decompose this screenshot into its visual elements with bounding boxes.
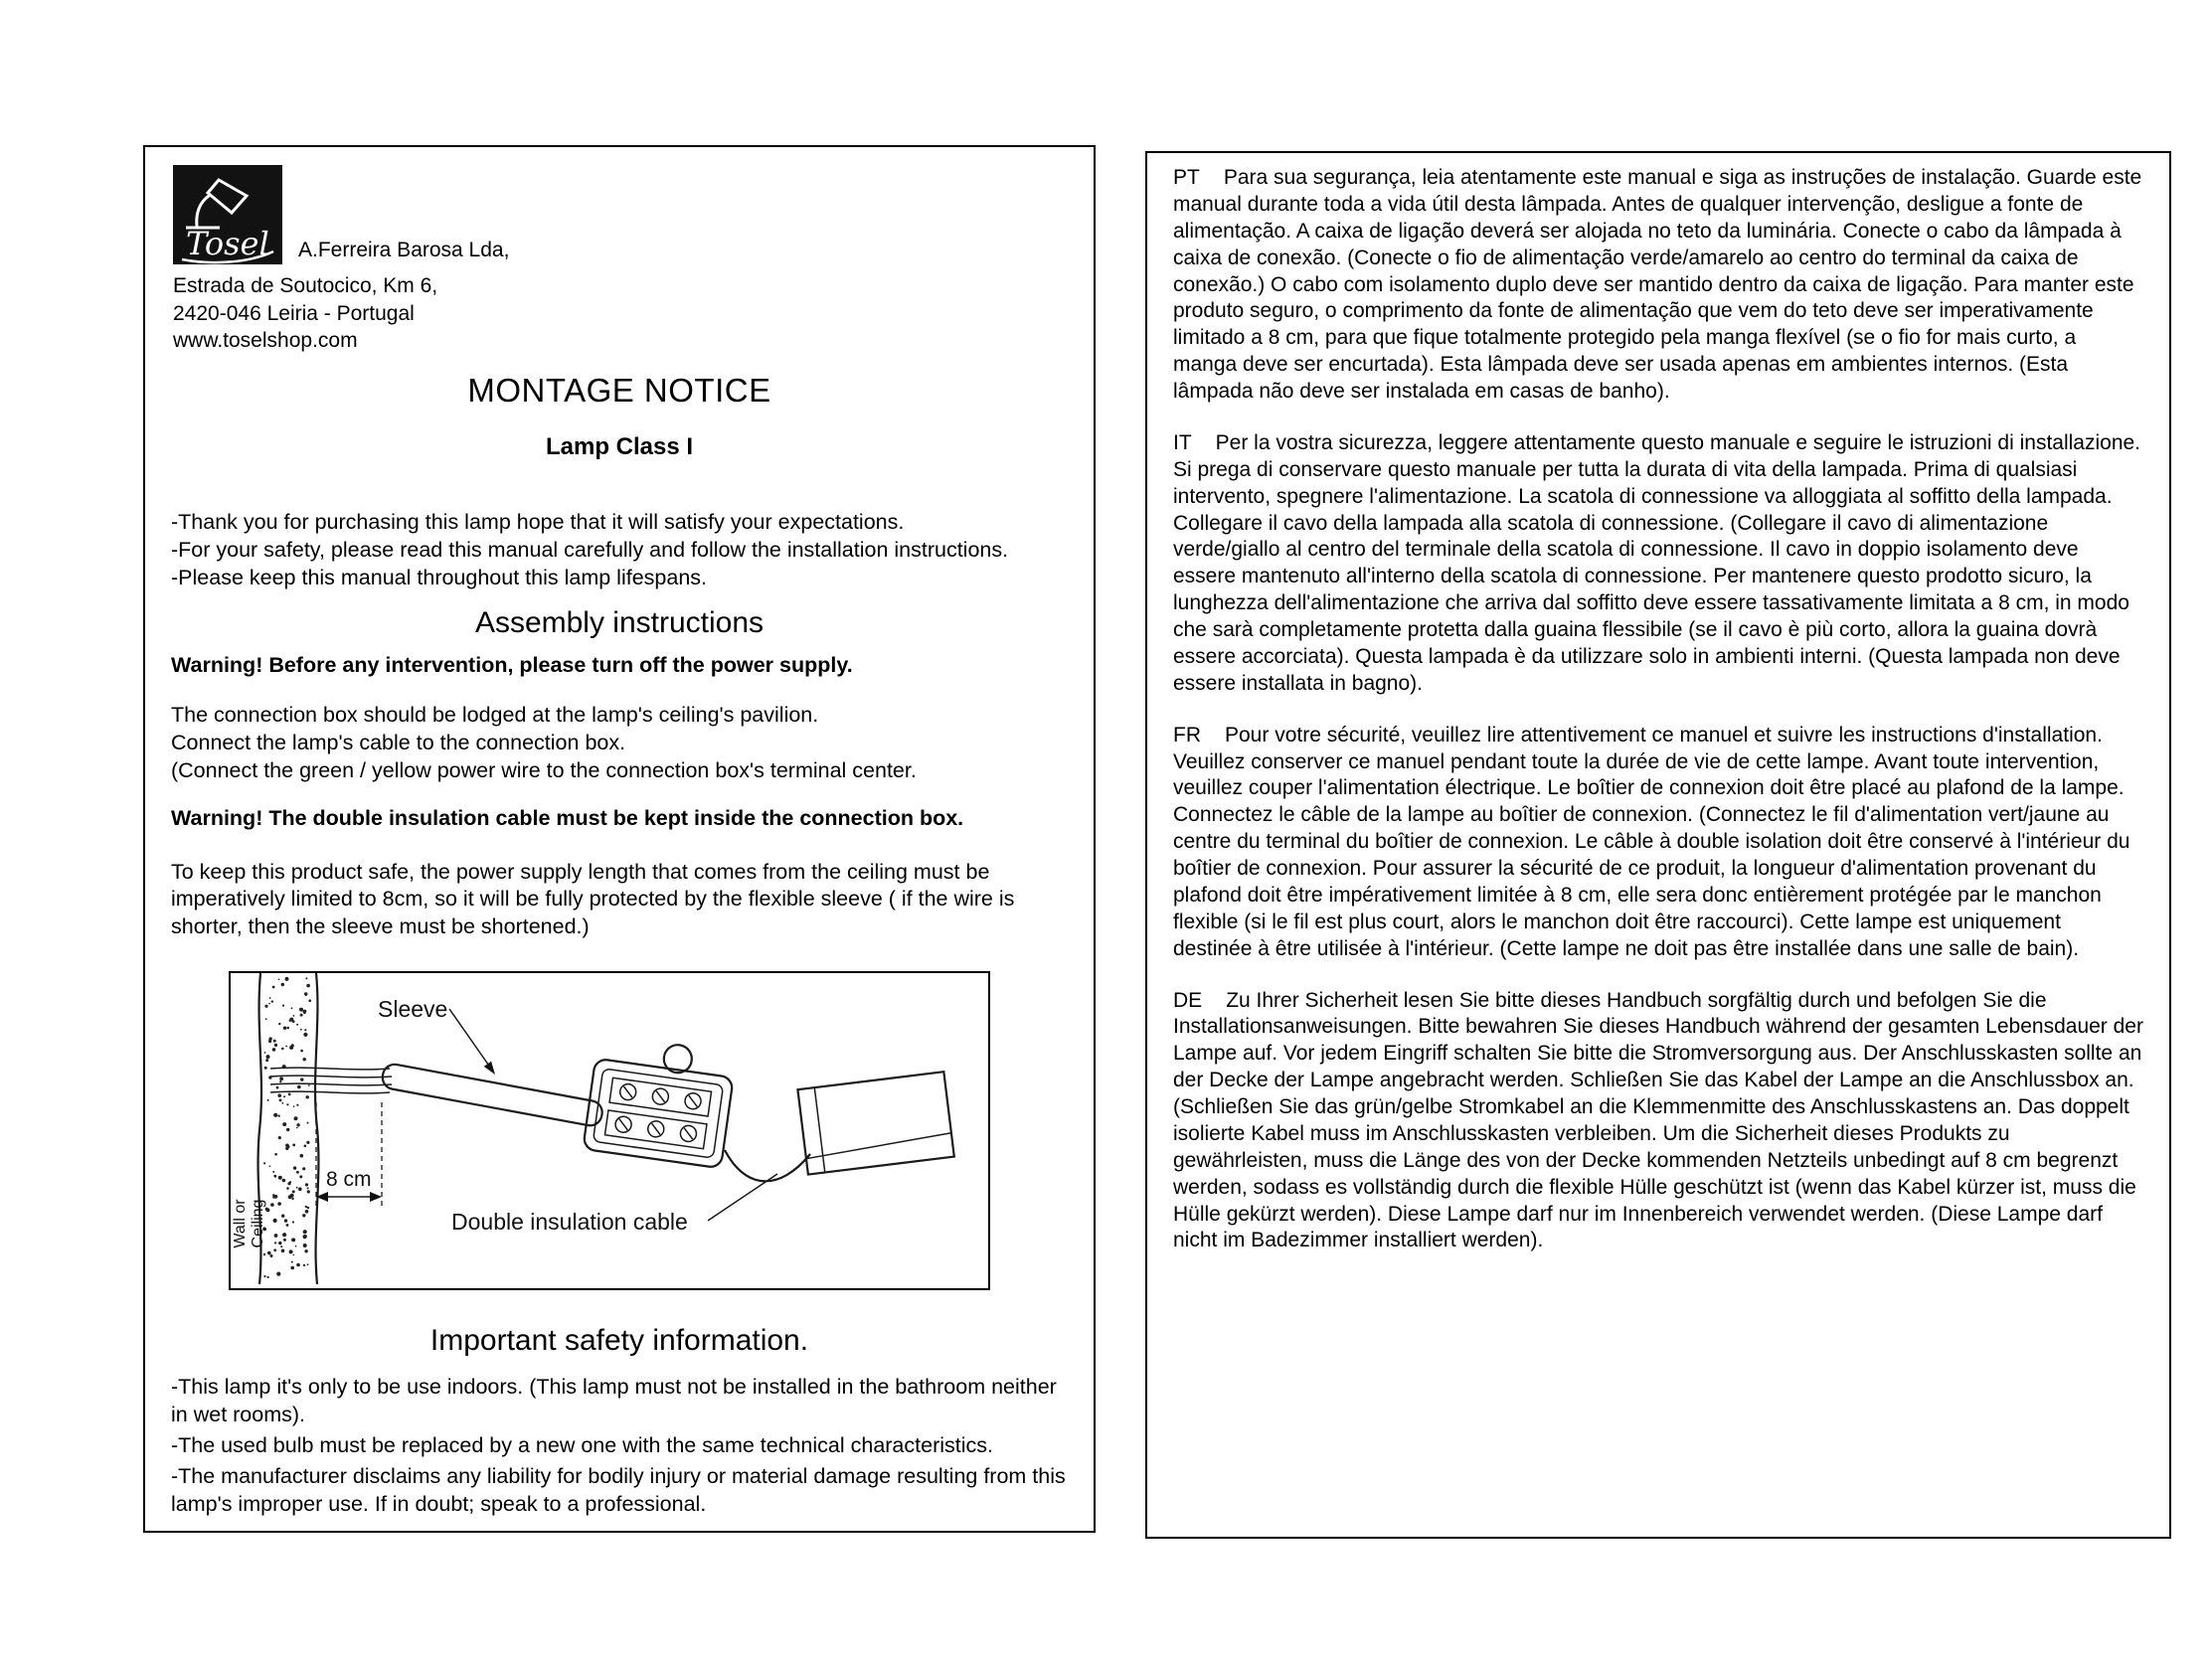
supply-wires	[270, 1068, 392, 1093]
double-insulation-cable-label: Double insulation cable	[451, 1209, 688, 1236]
assembly-step: Connect the lamp's cable to the connection box.	[171, 730, 626, 754]
sleeve-label: Sleeve	[378, 996, 448, 1023]
language-code-it: IT	[1173, 430, 1192, 454]
lamp-class-subtitle: Lamp Class I	[545, 433, 694, 460]
cable-leader-line	[708, 1174, 777, 1221]
letterhead	[171, 163, 1068, 353]
wall-or-ceiling-label	[232, 1199, 266, 1248]
dimension-8cm	[316, 1102, 382, 1206]
wall-stipple-texture	[262, 977, 311, 1278]
address-line: 2420-046 Leiria - Portugal	[173, 301, 415, 325]
assembly-instructions-heading: Assembly instructions	[474, 605, 765, 639]
logo-brand-text: Tosel	[186, 225, 269, 262]
translation-section-it	[1173, 430, 2143, 698]
translation-section-pt	[1173, 165, 2143, 406]
warning-double-insulation: Warning! The double insulation cable must be kept inside the connection box.	[171, 805, 964, 830]
intro-line: -Thank you for purchasing this lamp hope that it will satisfy your expectations.	[171, 510, 905, 534]
safety-information-heading: Important safety information.	[429, 1324, 809, 1358]
company-website: www.toselshop.com	[173, 329, 358, 353]
safety-item: -The manufacturer disclaims any liability for bodily injury or material damage resulting from this lamp's improper use. If in doubt; speak to a professional.	[171, 1464, 1066, 1517]
translation-section-de	[1173, 988, 2143, 1255]
warning-power-supply: Warning! Before any intervention, please turn off the power supply.	[171, 652, 853, 677]
company-name: A.Ferreira Barosa Lda,	[298, 239, 510, 261]
tosel-logo	[173, 165, 282, 264]
intro-line: -For your safety, please read this manual carefully and follow the installation instructions.	[171, 537, 1009, 562]
wall-section	[258, 973, 319, 1284]
safety-item: -This lamp it's only to be use indoors. (This lamp must not be installed in the bathroom neither in wet rooms).	[171, 1375, 1057, 1427]
connection-box	[583, 1034, 737, 1168]
language-code-fr: FR	[1173, 723, 1201, 746]
assembly-step: (Connect the green / yellow power wire to the connection box's terminal center.	[171, 757, 917, 782]
page-left	[143, 145, 1096, 1533]
montage-notice-title: MONTAGE NOTICE	[467, 372, 771, 409]
installation-diagram-drawing	[231, 973, 988, 1284]
cover-box	[797, 1072, 953, 1174]
address-line: Estrada de Soutocico, Km 6,	[173, 274, 438, 297]
tosel-logo-image	[173, 165, 282, 264]
translation-text-de: Zu Ihrer Sicherheit lesen Sie bitte dieses Handbuch sorgfältig durch und befolgen Sie die Installationsanweisungen. Bitte bewahren Sie dieses Handbuch während der gesamten Lebensdauer der Lampe auf. Vor jedem Eingriff schalten Sie bitte die Stromversorgung aus. Der Anschlusskasten sollte an der Decke der Lampe angebracht werden. Schließen Sie das Kabel der Lampe an die Anschlussbox an. (Schließen Sie das grün/gelbe Stromkabel an die Klemmenmitte des Anschlusskastens an. Das doppelt isolierte Kabel muss im Anschlusskasten verbleiben. Um die Sicherheit dieses Produkts zu gewährleisten, muss die Länge des von der Decke kommenden Netzteils unbedingt auf 8 cm begrenzt werden, sodass es vollständig durch die flexible Hülle geschützt ist (wenn das Kabel kürzer ist, muss die Hülle gekürzt werden). Diese Lampe darf nur im Innenbereich verwendet werden. (Diese Lampe darf nicht im Badezimmer installiert werden).	[1173, 988, 2143, 1252]
assembly-steps	[171, 702, 1068, 785]
wall-label-line2: Ceiling	[250, 1199, 266, 1248]
language-code-de: DE	[1173, 988, 1203, 1012]
length-limit-note: To keep this product safe, the power supply length that comes from the ceiling must be imperatively limited to 8cm, so it will be fully protected by the flexible sleeve ( if the wire is shorter, then the sleeve must be shortened.)	[171, 859, 1015, 939]
safety-item: -The used bulb must be replaced by a new one with the same technical characteristics.	[171, 1433, 993, 1458]
sleeve-arrowhead-icon	[484, 1062, 495, 1075]
intro-paragraph	[171, 509, 1068, 592]
translation-section-fr	[1173, 723, 2143, 963]
installation-diagram	[229, 971, 990, 1290]
translation-text-pt: Para sua segurança, leia atentamente este manual e siga as instruções de instalação. Guarde este manual durante toda a vida útil desta lâmpada. Antes de qualquer intervenção, desligue a fonte de alimentação. A caixa de ligação deverá ser alojada no teto da luminária. Conecte o cabo da lâmpada à caixa de conexão. (Conecte o fio de alimentação verde/amarelo ao centro do terminal da caixa de conexão.) O cabo com isolamento duplo deve ser mantido dentro da caixa de ligação. Para manter este produto seguro, o comprimento da fonte de alimentação que vem do teto deve ser imperativamente limitado a 8 cm, para que fique totalmente protegido pela manga flexível (se o fio for mais curto, a manga deve ser encurtada). Esta lâmpada deve ser usada apenas em ambientes internos. (Esta lâmpada não deve ser instalada em casas de banho).	[1173, 166, 2142, 403]
company-address	[173, 272, 437, 355]
language-code-pt: PT	[1173, 166, 1200, 189]
intro-line: -Please keep this manual throughout this lamp lifespans.	[171, 565, 708, 589]
translation-text-it: Per la vostra sicurezza, leggere attentamente questo manuale e seguire le istruzioni di installazione. Si prega di conservare questo manuale per tutta la durata di vita della lampada. Prima di qualsiasi intervento, spegnere l'alimentazione. La scatola di connessione va alloggiata al soffitto della lampada. Collegare il cavo della lampada alla scatola di connessione. (Collegare il cavo di alimentazione verde/giallo al centro del terminale della scatola di connessione. Il cavo in doppio isolamento deve essere mantenuto all'interno della scatola di connessione. Per mantenere questo prodotto sicuro, la lunghezza dell'alimentazione che arriva dal soffitto deve essere tassativamente limitata a 8 cm, in modo che sarà completamente protetta dalla guaina flessibile (se il cavo è più corto, allora la guaina dovrà essere accorciata). Questa lampada è da utilizzare solo in ambienti interni. (Questa lampada non deve essere installata in bagno).	[1173, 430, 2141, 695]
translation-text-fr: Pour votre sécurité, veuillez lire attentivement ce manuel et suivre les instructions d'installation. Veuillez conserver ce manuel pendant toute la durée de vie de cette lampe. Avant toute intervention, veuillez couper l'alimentation électrique. Le boîtier de connexion doit être placé au plafond de la lampe. Connectez le câble de la lampe au boîtier de connexion. (Connectez le fil d'alimentation vert/jaune au centre du terminal du boîtier de connexion. Le câble à double isolation doit être conservé à l'intérieur du boîtier de connexion. Pour assurer la sécurité de ce produit, la longueur d'alimentation provenant du plafond doit être impérativement limitée à 8 cm, elle sera donc entièrement protégée par le manchon flexible (si le fil est plus court, alors le manchon doit être raccourci). Cette lampe est uniquement destinée à être utilisée à l'intérieur. (Cette lampe ne doit pas être installée dans une salle de bain).	[1173, 723, 2130, 960]
assembly-step: The connection box should be lodged at the lamp's ceiling's pavilion.	[171, 702, 819, 727]
lamp-cable	[725, 1150, 810, 1181]
safety-items	[171, 1374, 1068, 1519]
page-right	[1145, 151, 2171, 1539]
wall-label-line1: Wall or	[232, 1199, 249, 1248]
dimension-label: 8 cm	[326, 1168, 372, 1192]
sleeve-leader-line	[449, 1009, 491, 1069]
